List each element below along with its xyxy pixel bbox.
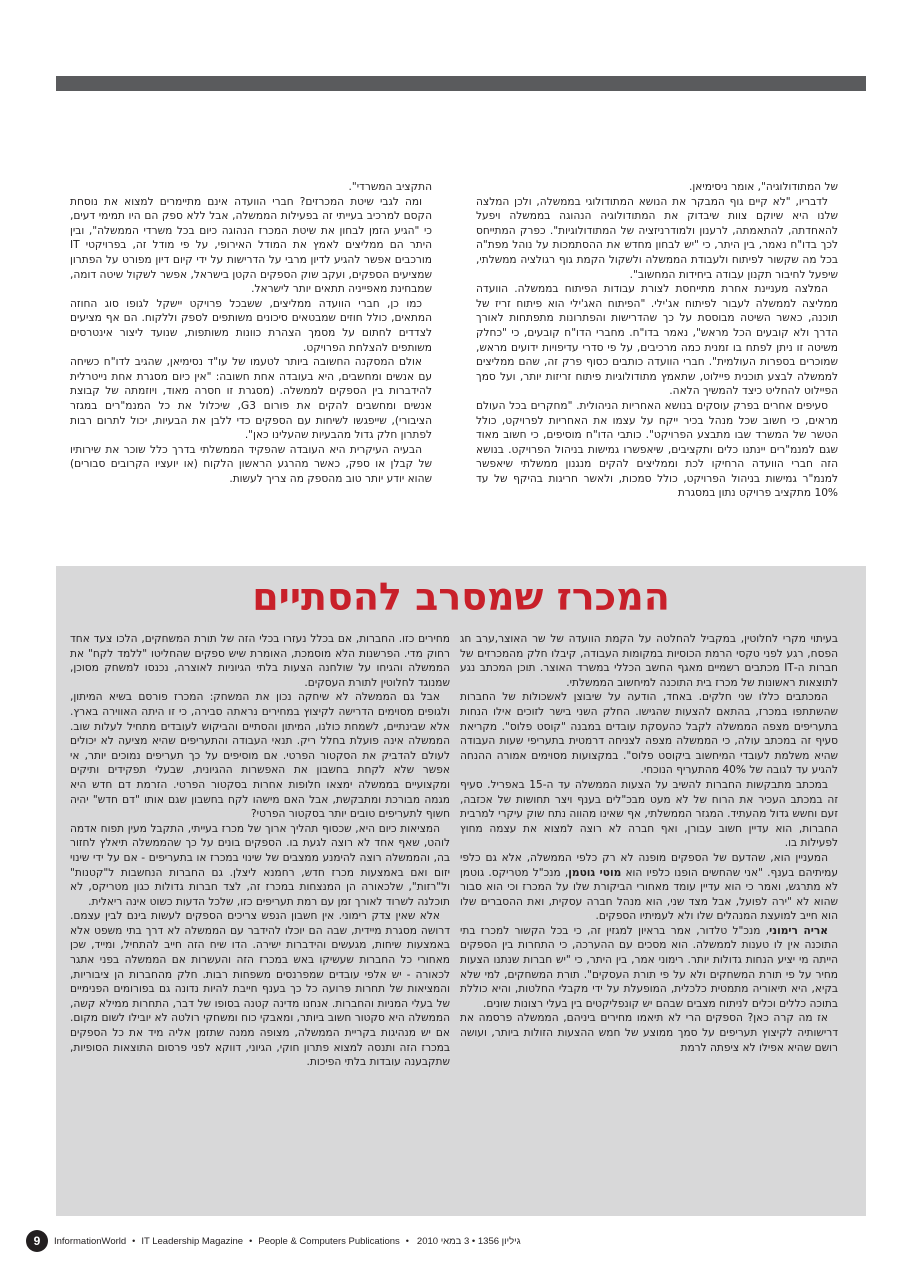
page-footer <box>26 1226 846 1256</box>
header-bar <box>56 76 866 91</box>
magazine-subtitle: IT Leadership Magazine <box>141 1235 244 1247</box>
paragraph: ומה לגבי שיטת המכרזים? חברי הוועדה אינם מתיימרים למצוא את נוסחת הקסם למרכיב בעייתי זה בפעילות הממשלה, אבל ללא ספק הם היו תמימי דעים, כי "הגיע הזמן לבחון את שיטת המכרז הנהוגה כיום בכל משרדי הממשלה", ובין היתר הם ממליצים לאמץ את המודל האירופי, על פי מודל זה, בפרויקטי IT מורכבים אפשר להגיע לדיון מרבי על הדרישות על ידי קיום דיון מפורט על הפתרון שמציעים הספקים, ועקב שוק הספקים הקטן בישראל, אפשר לשקול שיטה דומה, שמבחינת מאפייניה תתאים יותר לישראל. <box>70 195 432 296</box>
publisher-name: People & Computers Publications <box>258 1235 400 1247</box>
paragraph: אריה רימוני, מנכ"ל טלדור, אמר בראיון למגזין זה, כי בכל הקשור למכרז בתי התוכנה אין לו טענות לממשלה. הוא מסכים עם ההערכה, כי התחרות בין הספקים הייתה מי יציע הנחות גדולות יותר. רימוני אמר, בין היתר, כי "יש חברות שנתנו הצעות מחיר על פי תורת המשחקים ולא על פי תורת העסקים". תורת המשחקים, למי שלא בקיא, היא תיאוריה מתמטית כלכלית, המופעלת על ידי מקבלי החלטות, והיא כוללת בתוכה כללים וכלים לניתוח מצבים שבהם יש קונפליקטים בין בעלי רצונות שונים. <box>460 924 838 1010</box>
paragraph: אבל גם הממשלה לא שיחקה נכון את המשחק: המכרז פורסם בשיא המיתון, ולגופים מסוימים הדרישה לקיצוץ במחירים נראתה סבירה, כי זו היתה האווירה בארץ. אלא שבינתיים, לשמחת כולנו, המיתון והסתיים והביקוש לעובדים מתחיל לעלות שוב. הממשלה אינה פועלת בחלל ריק. תנאי העבודה והתעריפים שהיא מציעה לא יכולים לעולם להדביק את הסקטור הפרטי. אם מוסיפים על כך תעריפים נמוכים יותר, אי אפשר שלא לקחת בחשבון את האפשרות ההגיונית, שבעלי תפקידים ותיקים ומקצועיים בממשלה ימצאו חלופות אחרות בסקטור הפרטי. הזרמת דם חדש היא מגמה מבורכת ומתבקשת, אבל האם מישהו לקח בחשבון שגם אותו "דם חדש" יהיה חשוף לתעריפים טובים יותר בסקטור הפרטי? <box>70 691 450 821</box>
separator-dot: • <box>249 1236 253 1246</box>
paragraph: התקציב המשרדי". <box>348 181 432 193</box>
paragraph: המציאות כיום היא, שכסוף תהליך ארוך של מכרז בעייתי, התקבל מעין תפוח אדמה לוהט, שאף אחד לא רוצה לגעת בו. הספקים בונים על כך שהממשלה תיאלץ לחזור בה, והממשלה רוצה להימנע ממצבים של שינוי במכרז או בתעריפים - אם על ידי שינוי יזום ואם באמצעות מכרז חדש, רחמנא ליצלן. גם החברות הנחשבות ל"קטנות" ול"רזות", שלכאורה הן המנצחות במכרז זה, לצד חברות גדולות כגון מטריקס, לא תוכלנה לשרוד לאורך זמן עם רמת תעריפים כזו, שלכל הדעות כשוט אינה ריאלית. <box>70 822 450 908</box>
person-name: מוטי גוטמן <box>568 866 622 879</box>
paragraph: אולם המסקנה החשובה ביותר לטעמו של עו"ד נסימיאן, שהגיב לדו"ח כשיחה עם אנשים ומחשבים, היא בעובדה אחת חשובה: "אין כיום מסגרת אחת נייטרלית להידברות בין הספקים לממשלה. (מסגרת זו חסרה מאוד, ויוזמתה של קבוצת אנשים ומחשבים להקים את פורום G3, שיכלול את כל המנמ"רים במגזר הציבורי), שייפגשו לשיחות עם הספקים כדי ללבן את הבעיות, יכול לתרום רבות לפתרון חלק גדול מהבעיות שהעלינו כאן". <box>70 356 432 442</box>
separator-dot: • <box>132 1236 136 1246</box>
paragraph: כמו כן, חברי הוועדה ממליצים, ששבכל פרויקט יישקל לגופו סוג החוזה המתאים, כולל חוזים שמבטאים סיכונים משותפים לספק וללקוח. הם אף מציעים לצדדים לחתום על מסמך הצהרת כוונות משותפות, שנועד ליצור אינטרסים משותפים להצלחת הפרויקט. <box>70 297 432 354</box>
paragraph: המעניין הוא, שהדעם של הספקים מופנה לא רק כלפי הממשלה, אלא גם כלפי עמיתיהם בענף. "אני שהחשים הופנו כלפיו הוא מוטי גוטמן, מנכ"ל מטריקס. גוטמן לא מתרגש, ואמר כי הוא עדיין עומד מאחורי הביקורת שלו על המכרז וכי הוא סבור שהוא לא "ירה לפועל, אבל מצד שני, הוא מנהל חברה עסקית, ואת ההסברים שלו הוא חייב למועצת המנהלים שלו ולא לעמיתיו הספקים. <box>460 851 838 923</box>
article-column-top-left <box>70 180 432 555</box>
paragraph: סעיפים אחרים בפרק עוסקים בנושא האחריות הניהולית. "מחקרים בכל העולם מראים, כי חשוב שכל מנהל בכיר ייקח על עצמו את האחריות לפרויקט, כולל הטשר של המשרד שבו מתבצע הפרויקט". כותבי הדו"ח מוסיפים, כי חשוב מאוד שגם למנמ"רים יינתנו כלים ותקציבים, שיאפשרו גמישות בניהול הפרויקט. בנושא הזה חברי הוועדה הרחיקו לכת וממליצים להקים מנגנון ממשלתי שיאפשר למנמ"ר גמישות בניהול הפרויקט, כולל סמכות, ולאשר חריגות בהיקף של עד 10% מתקציב פרויקט נתון במסגרת <box>476 399 838 500</box>
paragraph: מחירים כזו. החברות, אם בכלל נעזרו בכלי הזה של תורת המשחקים, הלכו צעד אחד רחוק מדי. הפרשנות הלא מוסמכת, האומרת שיש ספקים שהחליטו "ללמד לקח" את הממשלה והגיחו על שולחנה הצעות בלתי הגיוניות לאוצרה, נכנסו למשחק מסוכן, שמנוגד לחלוטין לתורת העסקים. <box>70 633 450 689</box>
sidebar-column-left <box>70 632 450 1202</box>
paragraph: של המתודולוגיה", אומר ניסימיאן. <box>689 181 838 193</box>
paragraph: המלצה מעניינת אחרת מתייחסת לצורת עבודות הפיתוח בממשלה. הוועדה ממליצה לממשלה לעבור לפיתוח אג'ילי. "הפיתוח האג'ילי הוא פיתוח זריז של תוכנה, כאשר השיטה מבוססת על כך שהדרישות והפתרונות מתפתחות לאורך הדרך ולא קובעים הכל מראש", נאמר בדו"ח. מחברי הדו"ח קובעים, כי "כחלק משיטה זו ניתן לפתח בו זמנית כמה מרכיבים, על פי סדרי עדיפויות ידועים מראש, שמוכרים בספרות העולמית". חברי הוועדה כותבים כסוף פרק זה, שהם ממליצים לממשלה לבצע תוכנית פיילוט, שתאמץ מתודולוגיות פיתוח זריזות יותר, ועל סמך הפיילוט להחליט כיצד להמשיך הלאה. <box>476 283 838 398</box>
paragraph: המכתבים כללו שני חלקים. באחד, הודעה על שיבוצן לאשכולות של החברות שהשתתפו במכרז, בהתאם להצעות שהגישו. החלק השני בישר לזוכים אילו הנחות בתעריפים מצפה הממשלה לקבל כהעסקת עובדים במבנה "קוסט פלוס". מקריאת סעיף זה במכתב עולה, כי הממשלה מצפה לצניחה דרמטית בתעריפי שעות העבודה שהיא משלמת לעובדי המיחשוב ביקוסט פלוס". במקצועות מסוימים אמורה ההנחה להגיע עד לגובה של 40% מהתעריף הנוכחי. <box>460 691 838 777</box>
paragraph: אלא שאין צדק רימוני. אין חשבון הנפש צריכים הספקים לעשות בינם לבין עצמם. דרושה מסגרת מיידית, שבה הם יוכלו להידבר עם הממשלה לא דרך בתי משפט אלא באמצעות שיחות, מגעשים והידברות ישירה. הדו שיח הזה חייב להתחיל, ומייד, שכן מאחורי כל החברות שעשיקו באש במכרז הזה והעשרות אם הממשלה בפני אתגר לכאורה - יש אלפי עובדים שמפרנסים משפחות רבות. חלק מהחברות הן ציבוריות, והמציאות של תחרות פרועה כל כך בענף חייבת להיות נדונה גם בפורומים הפנימיים של בעלי המניות והחברות. אנחנו מדינה קטנה בסופו של דבר, התחרות ממילא קשה, הממשלה היא סקטור חשוב ביותר, ומאבקי כוח ומשחקי רולטה לא יובילו לשום מקום. אם יש מנהיגות בקריית הממשלה, מצופה ממנה שתזמן אליה מיד את כל הספקים במכרז הזה ותנסה למצוא פתרון חוקי, הגיוני, דווקא לפני פרסום התוצאות הסופיות, שתקבענה עובדות בלתי הפיכות. <box>70 910 450 1069</box>
magazine-name: InformationWorld <box>54 1235 127 1247</box>
paragraph: לדבריו, "לא קיים גוף המבקר את הנושא המתודולוגי בממשלה, ולכן המלצה שלנו היא שיוקם צוות שיבדוק את המתודולוגיה הנהוגה בממשלה ויפעל להאחדתה, להתאמתה, לרענון ולמודרניזציה של המתודולוגיות". כפרק המתייחס לכך בדו"ח נאמר, בין היתר, כי "יש לבחון מחדש את ההסתמכות על נוהל מפת"ה בכל מה שקשור לפיתוח ולעבודת הממשלה ולשקול הקמת גוף רגולציה ממשלתי, שיפעל לחיבור תקנון עבודה ביחידות המחשוב". <box>476 195 838 281</box>
sidebar-column-right <box>460 632 838 1202</box>
paragraph: במכתב מתבקשות החברות להשיב על הצעות הממשלה עד ה-15 באפריל. סעיף זה במכתב העכיר את הרוח של לא מעט מבכ"לים בענף ויצר תחושות של אכזבה, זעם וחשש גדול מהעתיד. המגזר הממשלתי, אף שאינו מהווה נתח שוק עיקרי למרבית החברות, הוא עדיין חשוב עבורן, ואף חברה לא רוצה למצוא את עצמה מחוץ לפעילות בו. <box>460 778 838 850</box>
paragraph: אז מה קרה כאן? הספקים הרי לא תיאמו מחירים ביניהם, הממשלה פרסמה את דרישותיה לקיצוץ תעריפים על סמך ממוצע של חמש ההצעות הזולות ביותר, ועושה רושם שהיא אפילו לא ציפתה לרמת <box>460 1012 838 1054</box>
separator-dot: • <box>405 1236 409 1246</box>
article-column-top-right <box>476 180 838 555</box>
paragraph: הבעיה העיקרית היא העובדה שהפקיד הממשלתי בדרך כלל שוכר את שירותיו של קבלן או ספק, כאשר מהרגע הראשון הלקוח (או יועציו הקרובים סבורים) שהוא יודע יותר טוב מהספק מה צריך לעשות. <box>70 443 432 485</box>
paragraph: בעיתוי מקרי לחלוטין, במקביל להחלטה על הקמת הוועדה של שר האוצר,ערב חג הפסח, רגע לפני טקסי הרמת הכוסיות במקומות העבודה, קיבלו חלק מהמכרזים של חברות ה-IT מכתבים רשמיים מאגף החשב הכללי במשרד האוצר. תוכן המכתב נגע לתוצאות ראשונות של מכרז בית התוכנה למיחשוב הממשלתי. <box>460 633 838 689</box>
sidebar-headline: המכרז שמסרב להסתיים <box>252 575 670 619</box>
page-number: 9 <box>26 1230 48 1252</box>
person-name: אריה רימוני <box>769 924 828 937</box>
issue-date: גיליון 1356 ‏• 3 במאי 2010 <box>416 1235 521 1247</box>
